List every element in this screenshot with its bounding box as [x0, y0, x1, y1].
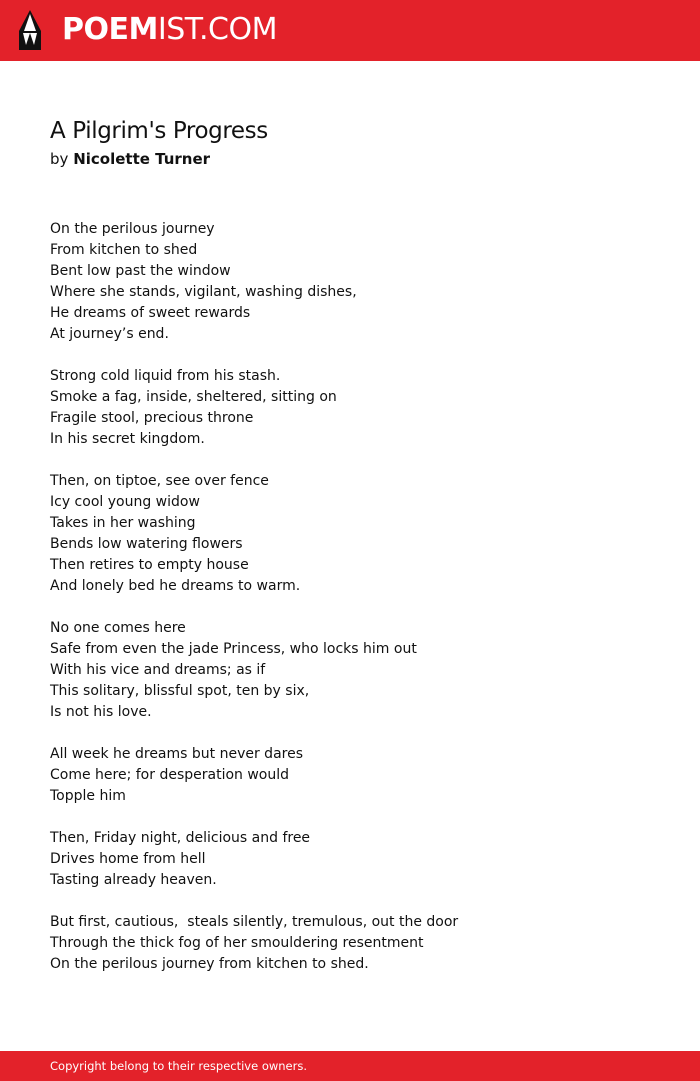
poem-line: At journey’s end.: [50, 326, 169, 342]
brand-bold-text: POEM: [62, 12, 158, 47]
poem-line: Topple him: [50, 788, 126, 804]
poem-line: Where she stands, vigilant, washing dishes,: [50, 284, 357, 300]
poem-stanza: [50, 219, 670, 345]
poem-line: This solitary, blissful spot, ten by six,: [50, 683, 310, 699]
poem-line: Then retires to empty house: [50, 557, 249, 573]
poem-line: And lonely bed he dreams to warm.: [50, 578, 301, 594]
poem-line: Then, on tiptoe, see over fence: [50, 473, 269, 489]
poem-line: Is not his love.: [50, 704, 152, 720]
poem-line: Through the thick fog of her smouldering resentment: [50, 935, 424, 951]
site-header: [0, 0, 700, 61]
poem-line: Icy cool young widow: [50, 494, 200, 510]
poem-title: A Pilgrim's Progress: [50, 118, 268, 144]
poem-stanza: [50, 366, 670, 450]
poem-line: Then, Friday night, delicious and free: [50, 830, 311, 846]
poem-stanza: [50, 471, 670, 597]
poem-line: In his secret kingdom.: [50, 431, 205, 447]
brand-light-text: IST.COM: [157, 12, 277, 47]
poem-stanza: [50, 744, 670, 807]
author-name: Nicolette Turner: [73, 150, 211, 168]
poem-line: He dreams of sweet rewards: [50, 305, 251, 321]
poem-stanza: [50, 828, 670, 891]
poem-line: Fragile stool, precious throne: [50, 410, 254, 426]
pen-nib-icon[interactable]: [17, 9, 43, 51]
poem-line: Takes in her washing: [50, 515, 196, 531]
poem-line: But first, cautious, steals silently, tremulous, out the door: [50, 914, 459, 930]
poem-line: On the perilous journey: [50, 221, 215, 237]
poem-line: All week he dreams but never dares: [50, 746, 303, 762]
byline: [50, 148, 210, 170]
poem-line: With his vice and dreams; as if: [50, 662, 266, 678]
poem-line: Come here; for desperation would: [50, 767, 290, 783]
poem-line: From kitchen to shed: [50, 242, 198, 258]
poem-line: Bent low past the window: [50, 263, 231, 279]
poem-line: Drives home from hell: [50, 851, 206, 867]
poem-body: [50, 219, 670, 996]
poem-line: Tasting already heaven.: [50, 872, 217, 888]
poem-line: Smoke a fag, inside, sheltered, sitting on: [50, 389, 337, 405]
poem-line: No one comes here: [50, 620, 186, 636]
byline-prefix: by: [50, 150, 69, 168]
poem-stanza: [50, 618, 670, 723]
poem-stanza: [50, 912, 670, 975]
poem-line: Bends low watering flowers: [50, 536, 243, 552]
poem-line: Strong cold liquid from his stash.: [50, 368, 281, 384]
poem-line: On the perilous journey from kitchen to shed.: [50, 956, 369, 972]
site-logo-link[interactable]: [62, 11, 277, 49]
poem-line: Safe from even the jade Princess, who locks him out: [50, 641, 417, 657]
copyright-text: Copyright belong to their respective owners.: [50, 1059, 308, 1073]
site-footer: [0, 1051, 700, 1081]
